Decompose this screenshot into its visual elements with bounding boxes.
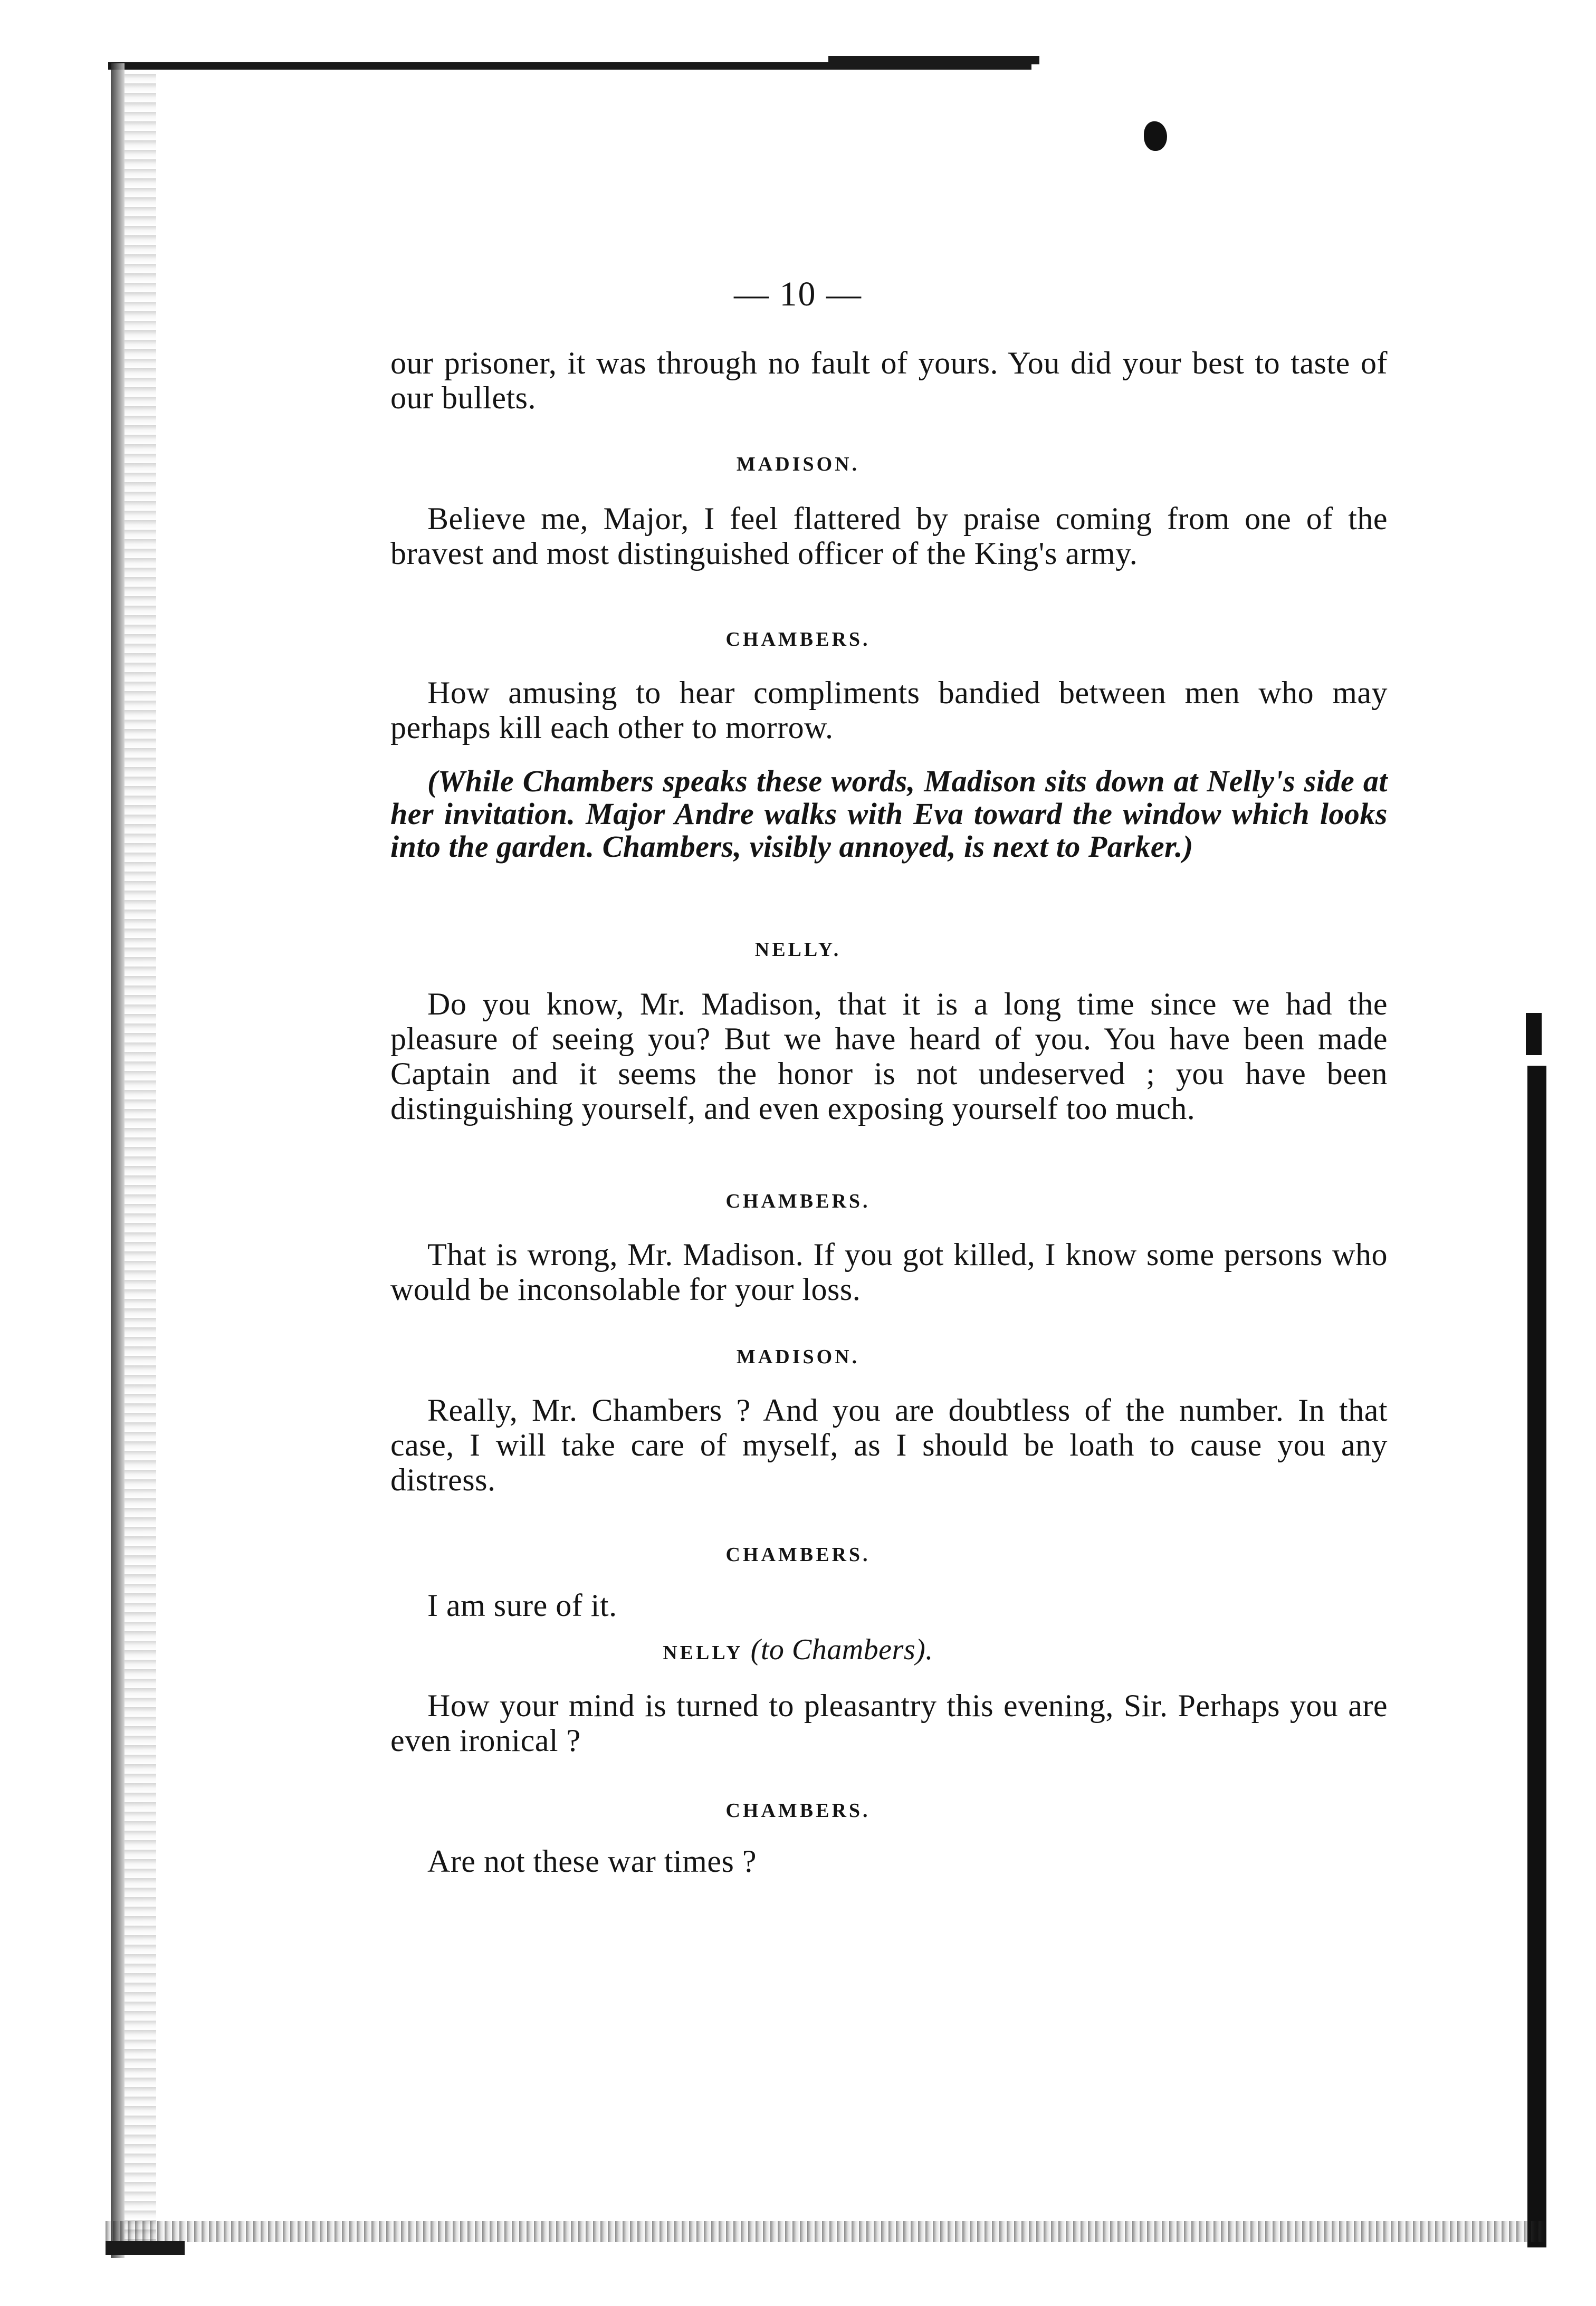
paragraph-7: I am sure of it. <box>427 1588 617 1623</box>
paragraph-6: Really, Mr. Chambers ? And you are doubtless of the number. In that case, I will take care of myself, as I should be loath to cause you any distress. <box>390 1393 1388 1497</box>
speaker-nelly-1: NELLY. <box>754 939 842 961</box>
paragraph-9: Are not these war times ? <box>427 1844 757 1879</box>
paragraph-4: Do you know, Mr. Madison, that it is a long time since we had the pleasure of seeing you? But we have heard of you. You have been made Captain and it seems the honor is not undeserved ; you have been distinguishing yourself, and even exposing yourself too much. <box>390 987 1388 1126</box>
speaker-chambers-2: CHAMBERS. <box>725 1190 871 1212</box>
speaker-chambers-1: CHAMBERS. <box>725 628 871 650</box>
scan-edge-left-noise <box>125 74 156 2247</box>
scan-edge-left <box>111 63 125 2258</box>
page-number: — 10 — <box>734 275 862 313</box>
paragraph-8: How your mind is turned to pleasantry this evening, Sir. Perhaps you are even ironical ? <box>390 1688 1388 1758</box>
paragraph-2: Believe me, Major, I feel flattered by praise coming from one of the bravest and most distinguished officer of the King's army. <box>390 501 1388 571</box>
paragraph-1: our prisoner, it was through no fault of yours. You did your best to taste of our bullets. <box>390 346 1388 415</box>
speaker-nelly-2-name: NELLY <box>663 1642 743 1664</box>
ink-blot <box>1144 121 1167 151</box>
speaker-chambers-3: CHAMBERS. <box>725 1544 871 1566</box>
speaker-nelly-2-note: (to Chambers). <box>750 1633 933 1666</box>
speaker-nelly-2 <box>0 1633 1596 1667</box>
scan-edge-bottom <box>106 2221 1546 2242</box>
scan-edge-right-mark <box>1526 1013 1542 1055</box>
speaker-chambers-4: CHAMBERS. <box>725 1800 871 1822</box>
speaker-madison-2: MADISON. <box>736 1346 860 1368</box>
speaker-madison-1: MADISON. <box>736 453 860 475</box>
scan-edge-top-mark <box>828 56 1039 64</box>
paragraph-3: How amusing to hear compliments bandied between men who may perhaps kill each other to morrow. <box>390 675 1388 745</box>
scan-edge-bottom-mark <box>106 2241 185 2255</box>
stage-direction: (While Chambers speaks these words, Madison sits down at Nelly's side at her invitation. Major Andre walks with Eva toward the window which looks into the garden. Chambers, visibly annoyed, is next to Parker.) <box>390 764 1388 864</box>
paragraph-5: That is wrong, Mr. Madison. If you got killed, I know some persons who would be inconsolable for your loss. <box>390 1237 1388 1307</box>
